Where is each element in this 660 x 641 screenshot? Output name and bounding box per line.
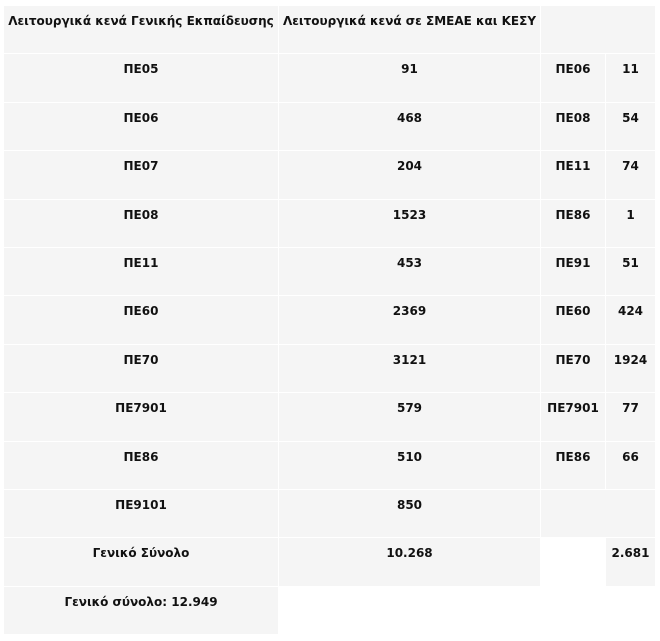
smeae-value-cell: 54 bbox=[606, 103, 655, 150]
header-empty bbox=[541, 6, 655, 53]
smeae-value-cell: 77 bbox=[606, 393, 655, 440]
general-code-cell: ΠΕ60 bbox=[4, 296, 278, 343]
general-value-cell: 91 bbox=[279, 54, 540, 101]
general-value-cell: 204 bbox=[279, 151, 540, 198]
smeae-code-cell: ΠΕ7901 bbox=[541, 393, 605, 440]
smeae-value-cell: 66 bbox=[606, 442, 655, 489]
general-value-cell: 2369 bbox=[279, 296, 540, 343]
general-code-cell: ΠΕ11 bbox=[4, 248, 278, 295]
smeae-value-cell: 424 bbox=[606, 296, 655, 343]
general-code-cell: ΠΕ86 bbox=[4, 442, 278, 489]
smeae-empty-cell bbox=[541, 490, 655, 537]
smeae-code-cell: ΠΕ86 bbox=[541, 442, 605, 489]
smeae-value-cell: 1924 bbox=[606, 345, 655, 392]
general-value-cell: 850 bbox=[279, 490, 540, 537]
general-value-cell: 453 bbox=[279, 248, 540, 295]
general-code-cell: ΠΕ08 bbox=[4, 200, 278, 247]
general-value-cell: 510 bbox=[279, 442, 540, 489]
grand-total-cell: Γενικό σύνολο: 12.949 bbox=[4, 587, 278, 634]
smeae-total-cell: 2.681 bbox=[606, 538, 655, 585]
general-code-cell: ΠΕ9101 bbox=[4, 490, 278, 537]
smeae-code-cell: ΠΕ06 bbox=[541, 54, 605, 101]
general-code-cell: ΠΕ06 bbox=[4, 103, 278, 150]
total-label-cell: Γενικό Σύνολο bbox=[4, 538, 278, 585]
general-total-cell: 10.268 bbox=[279, 538, 540, 585]
smeae-code-cell: ΠΕ70 bbox=[541, 345, 605, 392]
general-code-cell: ΠΕ7901 bbox=[4, 393, 278, 440]
total-gap bbox=[541, 538, 606, 586]
general-value-cell: 1523 bbox=[279, 200, 540, 247]
general-value-cell: 468 bbox=[279, 103, 540, 150]
smeae-code-cell: ΠΕ91 bbox=[541, 248, 605, 295]
header-general-education: Λειτουργικά κενά Γενικής Εκπαίδευσης bbox=[4, 6, 278, 53]
smeae-code-cell: ΠΕ08 bbox=[541, 103, 605, 150]
general-code-cell: ΠΕ70 bbox=[4, 345, 278, 392]
general-code-cell: ΠΕ05 bbox=[4, 54, 278, 101]
header-smeae-kesy: Λειτουργικά κενά σε ΣΜΕΑΕ και ΚΕΣΥ bbox=[279, 6, 540, 53]
general-value-cell: 579 bbox=[279, 393, 540, 440]
general-value-cell: 3121 bbox=[279, 345, 540, 392]
smeae-code-cell: ΠΕ60 bbox=[541, 296, 605, 343]
general-code-cell: ΠΕ07 bbox=[4, 151, 278, 198]
smeae-value-cell: 74 bbox=[606, 151, 655, 198]
smeae-value-cell: 11 bbox=[606, 54, 655, 101]
smeae-code-cell: ΠΕ11 bbox=[541, 151, 605, 198]
smeae-code-cell: ΠΕ86 bbox=[541, 200, 605, 247]
smeae-value-cell: 51 bbox=[606, 248, 655, 295]
smeae-value-cell: 1 bbox=[606, 200, 655, 247]
